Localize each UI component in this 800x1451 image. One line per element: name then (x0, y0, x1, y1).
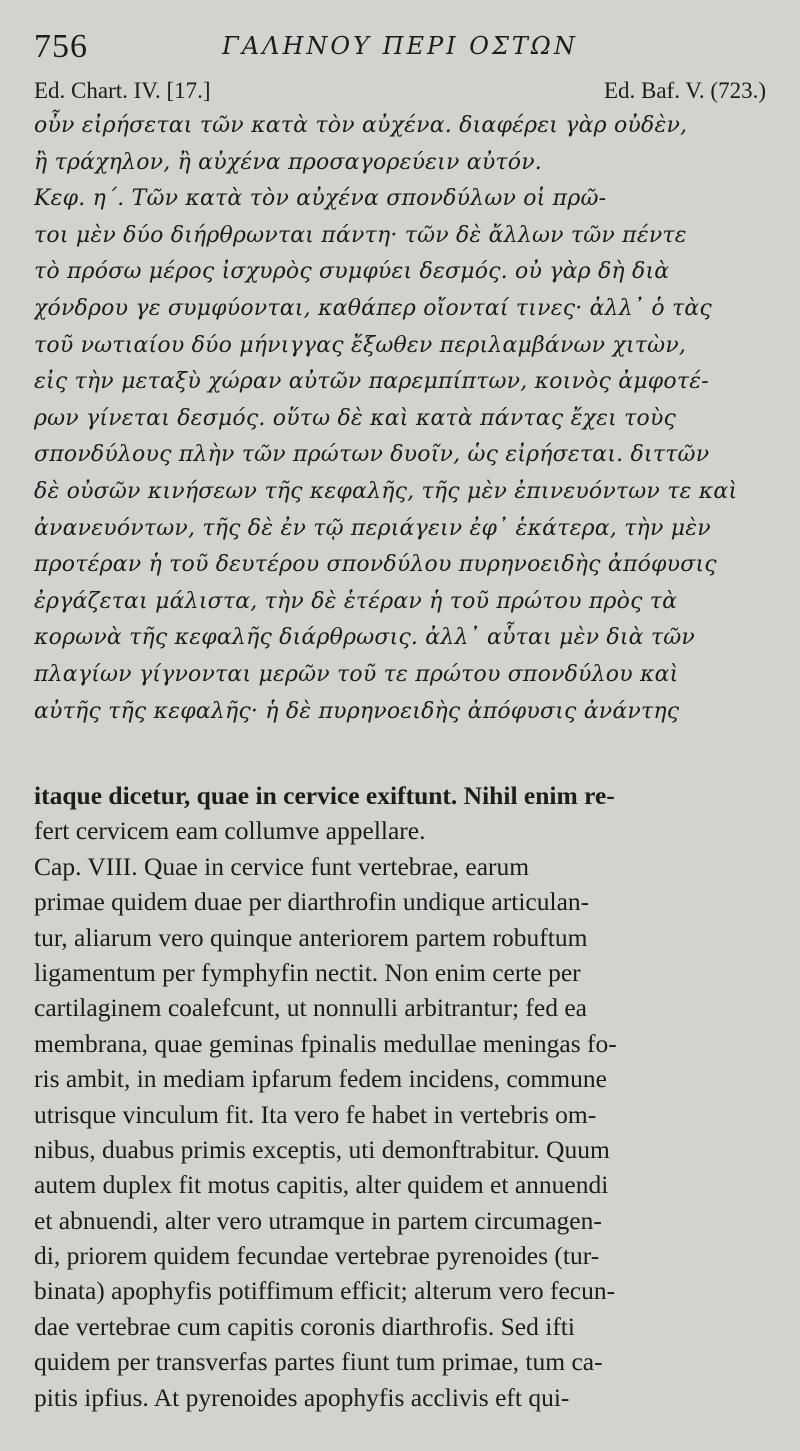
edition-reference-chart: Ed. Chart. IV. [17.] (34, 78, 211, 103)
latin-line: Cap. VIII. Quae in cervice funt vertebrae, earum (34, 851, 530, 881)
edition-reference-basel: Ed. Baf. V. (723.) (603, 78, 766, 103)
latin-line: quidem per transverfas partes fiunt tum primae, tum ca- (34, 1347, 603, 1377)
latin-line: pitis ipfius. At pyrenoides apophyfis acclivis eft qui- (34, 1382, 570, 1412)
latin-line: di, priorem quidem fecundae vertebrae pyrenoides (tur- (34, 1241, 600, 1271)
latin-line: et abnuendi, alter vero utramque in partem circumagen- (34, 1205, 602, 1235)
latin-line: ligamentum per fymphyfin nectit. Non enim certe per (34, 957, 581, 987)
edition-references (34, 78, 766, 108)
greek-line: εἰς τὴν μεταξὺ χώραν αὐτῶν παρεμπίπτων, κοινὸς ἀμφοτέ- (34, 369, 709, 395)
greek-line: προτέραν ἡ τοῦ δευτέρου σπονδύλου πυρηνοειδὴς ἀπόφυσις (34, 552, 717, 578)
greek-line: ἢ τράχηλον, ἢ αὐχένα προσαγορεύειν αὐτόν. (34, 149, 542, 175)
greek-line: τοῦ νωτιαίου δύο μήνιγγας ἔξωθεν περιλαμβάνων χιτὼν, (34, 332, 687, 358)
greek-line: αὐτῆς τῆς κεφαλῆς· ἡ δὲ πυρηνοειδὴς ἀπόφυσις ἀνάντης (34, 698, 680, 724)
latin-text-block (34, 778, 766, 1415)
greek-line: ρων γίνεται δεσμός. οὕτω δὲ καὶ κατὰ πάντας ἔχει τοὺς (34, 405, 677, 431)
latin-line: cartilaginem coalefcunt, ut nonnulli arbitrantur; fed ea (34, 993, 587, 1023)
greek-line: δὲ οὐσῶν κινήσεων τῆς κεφαλῆς, τῆς μὲν ἐπινευόντων τε καὶ (34, 478, 738, 504)
greek-text-block (34, 108, 766, 730)
greek-line: οὖν εἰρήσεται τῶν κατὰ τὸν αὐχένα. διαφέρει γὰρ οὐδὲν, (34, 113, 688, 138)
page-number: 756 (34, 28, 88, 65)
latin-line: utrisque vinculum fit. Ita vero fe habet in vertebris om- (34, 1099, 597, 1129)
greek-line: σπονδύλους πλὴν τῶν πρώτων δυοῖν, ὡς εἰρήσεται. διττῶν (34, 442, 710, 468)
latin-line: binata) apophyfis potiffimum efficit; alterum vero fecun- (34, 1276, 616, 1306)
latin-line: dae vertebrae cum capitis coronis diarthrofis. Sed ifti (34, 1311, 575, 1341)
latin-line: autem duplex fit motus capitis, alter quidem et annuendi (34, 1170, 609, 1200)
greek-line: τοι μὲν δύο διήρθρωνται πάντη· τῶν δὲ ἄλλων τῶν πέντε (34, 222, 687, 248)
greek-line: ἀνανευόντων, τῆς δὲ ἐν τῷ περιάγειν ἐφ᾽ ἑκάτερα, τὴν μὲν (34, 515, 711, 541)
greek-line: τὸ πρόσω μέρος ἰσχυρὸς συμφύει δεσμός. οὐ γὰρ δὴ διὰ (34, 259, 670, 285)
running-title: ΓΑΛΗΝΟΥ ΠΕΡΙ ΟΣΤΩΝ (222, 32, 578, 60)
latin-line: primae quidem duae per diarthrofin undique articulan- (34, 887, 590, 917)
greek-line: πλαγίων γίγνονται μερῶν τοῦ τε πρώτου σπονδύλου καὶ (34, 661, 679, 687)
latin-line: nibus, duabus primis exceptis, uti demonftrabitur. Quum (34, 1134, 610, 1164)
greek-line: ἐργάζεται μάλιστα, τὴν δὲ ἑτέραν ἡ τοῦ πρώτου πρὸς τὰ (34, 588, 678, 614)
page-header (34, 28, 766, 68)
latin-line: itaque dicetur, quae in cervice exiftunt. Nihil enim re- (34, 781, 615, 810)
latin-line: membrana, quae geminas fpinalis medullae meningas fo- (34, 1028, 617, 1058)
latin-line: fert cervicem eam collumve appellare. (34, 816, 426, 846)
greek-line: Κεφ. η΄. Τῶν κατὰ τὸν αὐχένα σπονδύλων οἱ πρῶ- (34, 186, 607, 212)
latin-line: tur, aliarum vero quinque anteriorem partem robuftum (34, 922, 588, 952)
latin-line: ris ambit, in mediam ipfarum fedem incidens, commune (34, 1064, 607, 1094)
greek-line: κορωνὰ τῆς κεφαλῆς διάρθρωσις. ἀλλ᾽ αὗται μὲν διὰ τῶν (34, 625, 695, 651)
greek-line: χόνδρου γε συμφύονται, καθάπερ οἴονταί τινες· ἀλλ᾽ ὁ τὰς (34, 295, 712, 321)
